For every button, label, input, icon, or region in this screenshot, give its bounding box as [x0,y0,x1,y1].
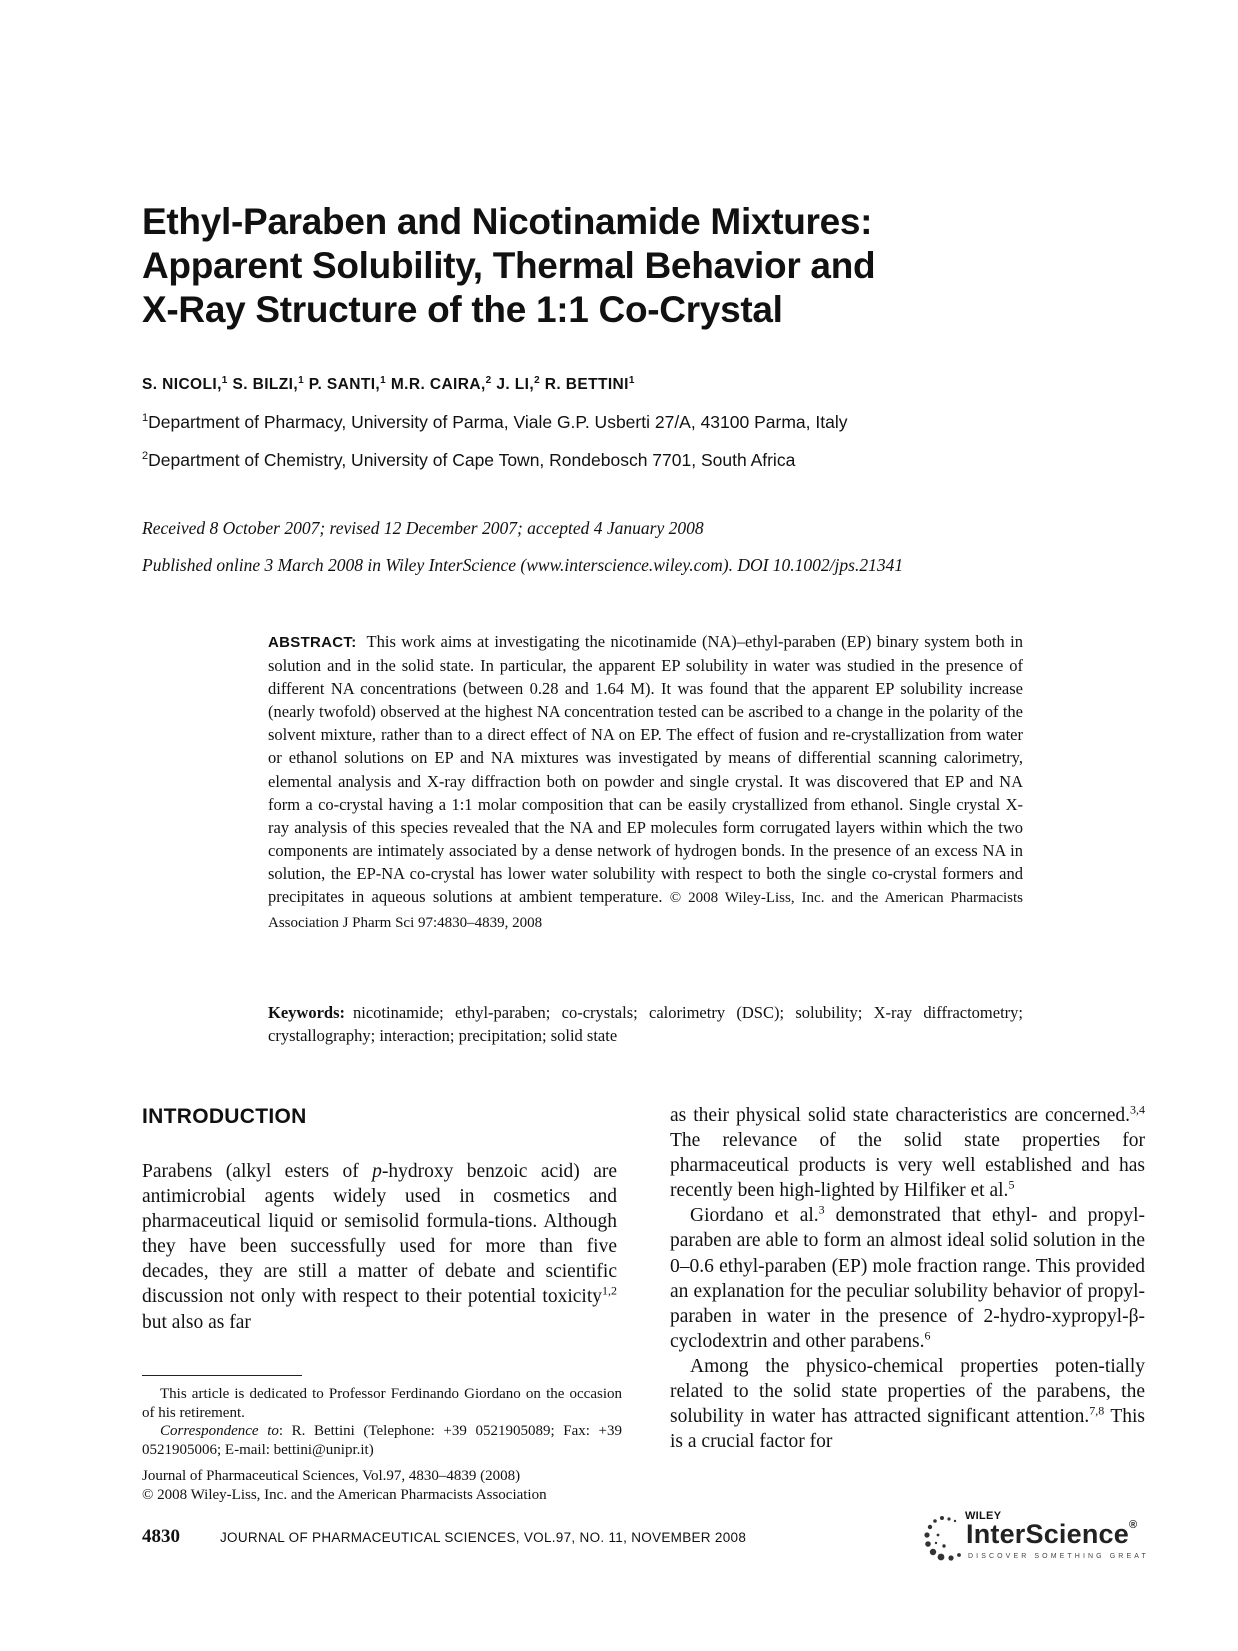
affiliation-mark: 2 [142,450,149,463]
paragraph [670,1354,1145,1454]
author-list [142,375,635,394]
registered-mark: ® [1128,1519,1138,1531]
title-line-1: Ethyl-Paraben and Nicotinamide Mixtures: [142,201,873,242]
text-run: The relevance of the solid state properties for pharmaceutical products is very well established and has recently been high-lighted by Hilfiker et al. [670,1130,1145,1202]
paragraph [670,1203,1145,1354]
abstract-copyright: © 2008 Wiley-Liss, Inc. and the American Pharmacists Association J Pharm Sci 97:4830–4839, 2008 [268,890,1024,932]
author-name: M.R. CAIRA, [390,376,486,394]
paragraph [670,1103,1145,1203]
citation-ref[interactable]: 3,4 [1130,1102,1145,1117]
citation-ref[interactable]: 5 [1008,1177,1015,1192]
logo-name: InterScience [966,1519,1129,1549]
swirl-icon [924,1516,961,1561]
publication-info: Published online 3 March 2008 in Wiley InterScience (www.interscience.wiley.com). DOI 10.1002/jps.21341 [142,555,904,575]
introduction-paragraph [142,1159,617,1335]
abstract-label: ABSTRACT: [268,634,357,651]
affiliation-2 [142,450,795,471]
logo-wordmark [966,1519,1137,1550]
text-run: This is a crucial factor for [670,1406,1145,1453]
footnote-dedication: This article is dedicated to Professor Ferdinando Giordano on the occasion of his retirement. [142,1386,622,1421]
right-column-text [670,1103,1145,1454]
correspondence-label: Correspondence to [160,1423,279,1439]
abstract-text: This work aims at investigating the nicotinamide (NA)–ethyl-paraben (EP) binary system both in solution and in the solid state. In particular, the apparent EP solubility in water was studied in the presence of different NA concentrations (between 0.28 and 1.64 M). It was found that the apparent EP solubility increase (nearly twofold) observed at the highest NA concentration tested can be ascribed to a change in the polarity of the solvent mixture, rather than to a direct effect of NA on EP. The effect of fusion and re-crystallization from water or ethanol solutions on EP and NA mixtures was investigated by means of differential scanning calorimetry, elemental analysis and X-ray diffraction both on powder and single crystal. It was discovered that EP and NA form a co-crystal having a 1:1 molar composition that can be easily crystallized from ethanol. Single crystal X-ray analysis of this species revealed that the NA and EP molecules form corrugated layers within which the two components are intimately associated by a dense network of hydrogen bonds. In the presence of an excess NA in solution, the EP-NA co-crystal has lower water solubility with respect to both the single co-crystal formers and precipitates in aqueous solutions at ambient temperature. [268,632,1023,907]
author-affiliation-mark: 1 [221,375,228,386]
logo-brand: WILEY [965,1510,1002,1522]
author-name: S. NICOLI, [142,376,222,394]
running-footer: JOURNAL OF PHARMACEUTICAL SCIENCES, VOL.97, NO. 11, NOVEMBER 2008 [220,1530,747,1545]
affiliation-mark: 1 [142,412,149,425]
page-number: 4830 [142,1526,180,1547]
author-affiliation-mark: 1 [298,375,305,386]
citation-ref[interactable]: 3 [818,1202,825,1217]
footnotes [142,1385,622,1504]
abstract [268,630,1023,935]
text-run: Parabens (alkyl esters of [142,1161,373,1182]
citation-ref[interactable]: 1,2 [602,1283,617,1298]
title-line-3: X-Ray Structure of the 1:1 Co-Crystal [142,289,783,330]
author-name: J. LI, [496,376,535,394]
author-affiliation-mark: 1 [380,375,387,386]
keywords [268,1001,1023,1047]
affiliation-text: Department of Chemistry, University of Cape Town, Rondebosch 7701, South Africa [148,450,796,470]
article-title [142,200,1042,332]
keywords-label: Keywords: [268,1003,345,1022]
affiliation-1 [142,412,847,433]
footnote-copyright: © 2008 Wiley-Liss, Inc. and the American Pharmacists Association [142,1486,547,1503]
text-run: but also as far [142,1311,251,1333]
received-dates: Received 8 October 2007; revised 12 December 2007; accepted 4 January 2008 [142,518,704,538]
section-heading-introduction: INTRODUCTION [142,1105,307,1128]
author-affiliation-mark: 2 [485,375,492,386]
affiliation-text: Department of Pharmacy, University of Parma, Viale G.P. Usberti 27/A, 43100 Parma, Italy [148,412,848,432]
text-run: -hydroxy benzoic acid) are antimicrobial agents widely used in cosmetics and pharmaceutical liquid or semisolid formula-tions. Although they have been successfully used for more than five decades, they are still a matter of debate and scientific discussion not only with respect to their potential toxicity [142,1161,617,1308]
author-name: P. SANTI, [308,376,381,394]
author-affiliation-mark: 2 [534,375,541,386]
logo-tagline: DISCOVER SOMETHING GREAT [968,1553,1149,1560]
correspondence-text: : R. Bettini (Telephone: +39 0521905089; Fax: +39 0521905006; E-mail: bettini@unipr.it) [142,1423,622,1458]
citation-ref[interactable]: 6 [924,1328,931,1343]
text-run: demonstrated that ethyl- and propyl-paraben are able to form an almost ideal solid solution in the 0–0.6 ethyl-paraben (EP) mole fraction range. This provided an explanation for the peculiar solubility behavior of propyl-paraben in water in the presence of 2-hydro-xypropyl-β-cyclodextrin and other parabens. [670,1205,1145,1352]
footnote-divider [142,1375,302,1376]
author-name: S. BILZI, [232,376,299,394]
text-run: as their physical solid state characteristics are concerned. [670,1105,1130,1126]
keywords-text: nicotinamide; ethyl-paraben; co-crystals; calorimetry (DSC); solubility; X-ray diffractometry; crystallography; interaction; precipitation; solid state [268,1003,1023,1046]
text-run: Giordano et al. [690,1205,819,1227]
text-run: Among the physico-chemical properties poten-tially related to the solid state properties of the parabens, the solubility in water has attracted significant attention. [670,1355,1145,1428]
text-run-italic: p [372,1161,382,1182]
footnote-journal: Journal of Pharmaceutical Sciences, Vol.97, 4830–4839 (2008) [142,1468,521,1484]
title-line-2: Apparent Solubility, Thermal Behavior and [142,245,876,286]
author-name: R. BETTINI [544,376,629,394]
footnote-correspondence [142,1422,622,1459]
citation-ref[interactable]: 7,8 [1089,1403,1105,1418]
author-affiliation-mark: 1 [628,375,635,386]
